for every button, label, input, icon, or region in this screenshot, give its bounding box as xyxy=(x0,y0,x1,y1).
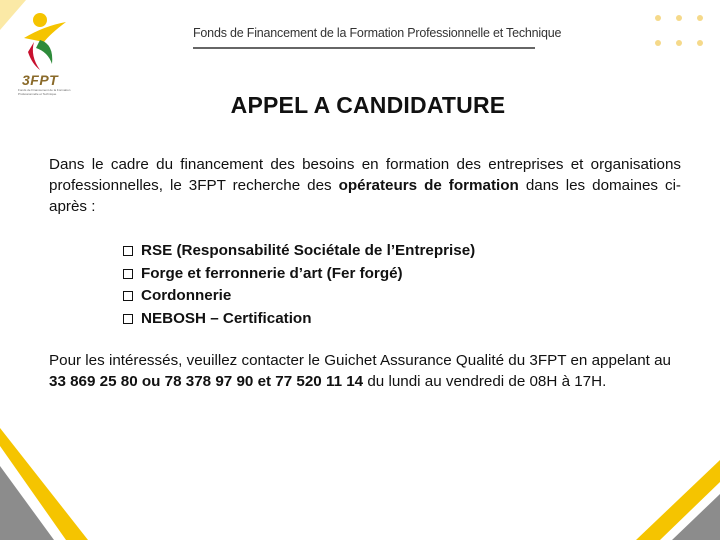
logo-text: 3FPT xyxy=(22,72,59,88)
list-item xyxy=(123,285,475,308)
intro-paragraph xyxy=(49,154,681,217)
list-item-label: Forge et ferronnerie d’art (Fer forgé) xyxy=(141,264,403,282)
contact-paragraph xyxy=(49,350,681,392)
intro-bold-text: opérateurs de formation xyxy=(338,177,519,194)
checkbox-icon xyxy=(123,291,133,301)
checkbox-icon xyxy=(123,269,133,279)
list-item xyxy=(123,240,475,263)
list-item-label: NEBOSH – Certification xyxy=(141,309,312,327)
intro-text-1: Dans le cadre du financement des besoins en formation des entreprises et organisations professionnelles, le 3FPT recherche des xyxy=(49,156,681,194)
list-item xyxy=(123,308,475,331)
checkbox-icon xyxy=(123,246,133,256)
logo-emblem-icon xyxy=(10,8,80,74)
page-title: APPEL A CANDIDATURE xyxy=(230,92,506,118)
phone-numbers: 33 869 25 80 ou 78 378 97 90 et 77 520 11 14 xyxy=(49,373,364,390)
intro-text-2: dans les domaines ci-après : xyxy=(49,177,681,215)
list-item-label: Cordonnerie xyxy=(141,287,232,305)
contact-text-1: Pour les intéressés, veuillez contacter le Guichet Assurance Qualité du 3FPT en appelant au xyxy=(49,352,671,369)
list-item xyxy=(123,263,475,286)
organization-name: Fonds de Financement de la Formation Professionnelle et Technique xyxy=(193,26,562,40)
contact-text-2: du lundi au vendredi de 08H à 17H. xyxy=(363,373,607,390)
logo-tagline: Fonds de Financement de la Formation Professionnelle et Technique xyxy=(18,88,71,96)
logo xyxy=(10,8,80,100)
list-item-label: RSE (Responsabilité Sociétale de l’Entreprise) xyxy=(141,242,476,260)
header-divider xyxy=(193,47,535,49)
checkbox-icon xyxy=(123,314,133,324)
domain-list xyxy=(123,240,475,330)
